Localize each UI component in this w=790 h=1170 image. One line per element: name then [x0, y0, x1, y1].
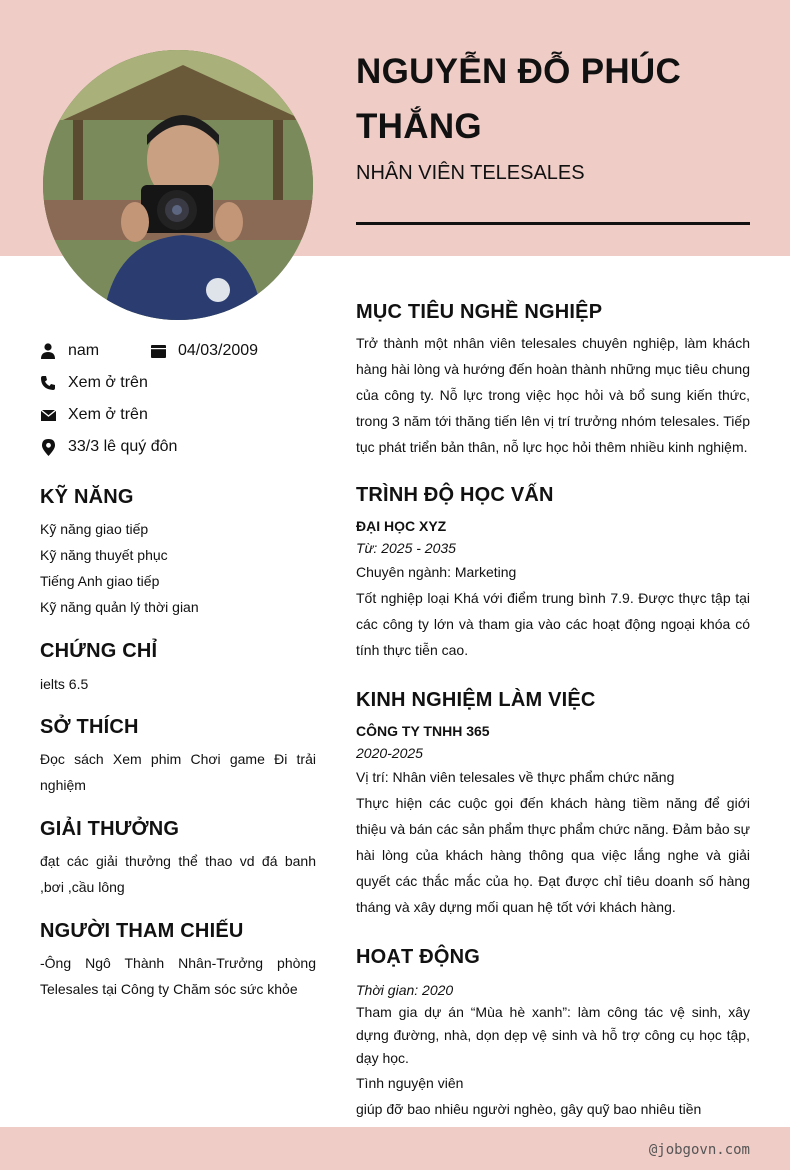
- address-row: [40, 438, 177, 456]
- awards-text: đạt các giải thưởng thể thao vd đá banh ,bơi ,cầu lông: [40, 853, 316, 895]
- experience-position: Vị trí: Nhân viên telesales về thực phẩm chức năng: [356, 769, 675, 785]
- objective-section: [356, 301, 750, 460]
- certificates-heading: CHỨNG CHỈ: [40, 640, 158, 662]
- birthdate-row: [150, 342, 258, 360]
- candidate-name: NGUYỄN ĐỖ PHÚC THẮNG: [356, 52, 682, 146]
- phone-icon: [40, 375, 56, 391]
- job-title: NHÂN VIÊN TELESALES: [356, 162, 585, 184]
- skills-section: [40, 486, 316, 620]
- activities-detail: giúp đỡ bao nhiêu người nghèo, gây quỹ bao nhiêu tiền: [356, 1101, 702, 1117]
- calendar-icon: [150, 343, 166, 359]
- hobbies-text: Đọc sách Xem phim Chơi game Đi trải nghiệm: [40, 751, 316, 793]
- footer-watermark: @jobgovn.com: [648, 1142, 750, 1158]
- gender-row: [40, 342, 99, 360]
- awards-heading: GIẢI THƯỞNG: [40, 818, 180, 840]
- references-section: [40, 920, 316, 1002]
- experience-period: 2020-2025: [356, 745, 423, 761]
- references-heading: NGƯỜI THAM CHIẾU: [40, 920, 244, 942]
- activities-section: [356, 946, 750, 1122]
- activities-period: Thời gian: 2020: [356, 982, 454, 998]
- objective-heading: MỤC TIÊU NGHỀ NGHIỆP: [356, 301, 603, 323]
- references-text: -Ông Ngô Thành Nhân-Trưởng phòng Telesales tại Công ty Chăm sóc sức khỏe: [40, 955, 316, 997]
- education-heading: TRÌNH ĐỘ HỌC VẤN: [356, 484, 554, 506]
- person-icon: [40, 343, 56, 359]
- certificates-text: ielts 6.5: [40, 676, 89, 692]
- awards-section: [40, 818, 316, 900]
- birthdate-value: 04/03/2009: [178, 342, 259, 359]
- location-icon: [40, 439, 56, 455]
- title-divider: [356, 222, 750, 225]
- activities-role: Tình nguyện viên: [356, 1075, 464, 1091]
- skill-item: Tiếng Anh giao tiếp: [40, 573, 160, 589]
- hobbies-heading: SỞ THÍCH: [40, 716, 139, 738]
- objective-text: Trở thành một nhân viên telesales chuyên nghiệp, làm khách hàng hài lòng và hướng đến hoàn thành những mục tiêu chung của công ty. Nỗ lực trong việc học hỏi và bổ sung kiến thức, trong 3 năm tới thăng tiến lên vị trí trưởng nhóm telesales. Tiếp tục phát triển bản thân, nỗ lực học hỏi thêm nhiều kinh nghiệm.: [356, 335, 750, 455]
- profile-photo: [43, 50, 313, 320]
- email-value: Xem ở trên: [68, 406, 148, 423]
- education-section: [356, 484, 750, 663]
- experience-text: Thực hiện các cuộc gọi đến khách hàng tiềm năng để giới thiệu và bán các sản phẩm thực phẩm chức năng. Đảm bảo sự hài lòng của khách hàng thông qua việc lắng nghe và giải quyết các thắc mắc của họ. Đạt được chỉ tiêu doanh số hàng tháng và xây dựng mối quan hệ tốt với khách hàng.: [356, 795, 750, 915]
- hobbies-section: [40, 716, 316, 798]
- activities-heading: HOẠT ĐỘNG: [356, 946, 481, 968]
- skill-item: Kỹ năng thuyết phục: [40, 547, 168, 563]
- education-text: Tốt nghiệp loại Khá với điểm trung bình 7.9. Được thực tập tại các công ty lớn và tham gia vào các hoạt động ngoại khóa có tính thực tiễn cao.: [356, 590, 750, 658]
- activities-text: Tham gia dự án “Mùa hè xanh”: làm công tác vệ sinh, xây dựng đường, nhà, dọn dẹp vệ sinh và hỗ trợ công cụ học tập, dạy học.: [356, 1004, 750, 1066]
- experience-company: CÔNG TY TNHH 365: [356, 723, 490, 739]
- email-row: [40, 406, 148, 424]
- education-major: Chuyên ngành: Marketing: [356, 564, 517, 580]
- experience-heading: KINH NGHIỆM LÀM VIỆC: [356, 689, 596, 711]
- phone-row: [40, 374, 148, 392]
- education-period: Từ: 2025 - 2035: [356, 540, 456, 556]
- skill-item: Kỹ năng quản lý thời gian: [40, 599, 199, 615]
- skill-item: Kỹ năng giao tiếp: [40, 521, 149, 537]
- experience-section: [356, 689, 750, 920]
- certificates-section: [40, 640, 316, 697]
- gender-value: nam: [68, 342, 100, 359]
- mail-icon: [40, 407, 56, 423]
- education-school: ĐẠI HỌC XYZ: [356, 518, 447, 534]
- phone-value: Xem ở trên: [68, 374, 148, 391]
- address-value: 33/3 lê quý đôn: [68, 438, 178, 455]
- skills-heading: KỸ NĂNG: [40, 486, 134, 508]
